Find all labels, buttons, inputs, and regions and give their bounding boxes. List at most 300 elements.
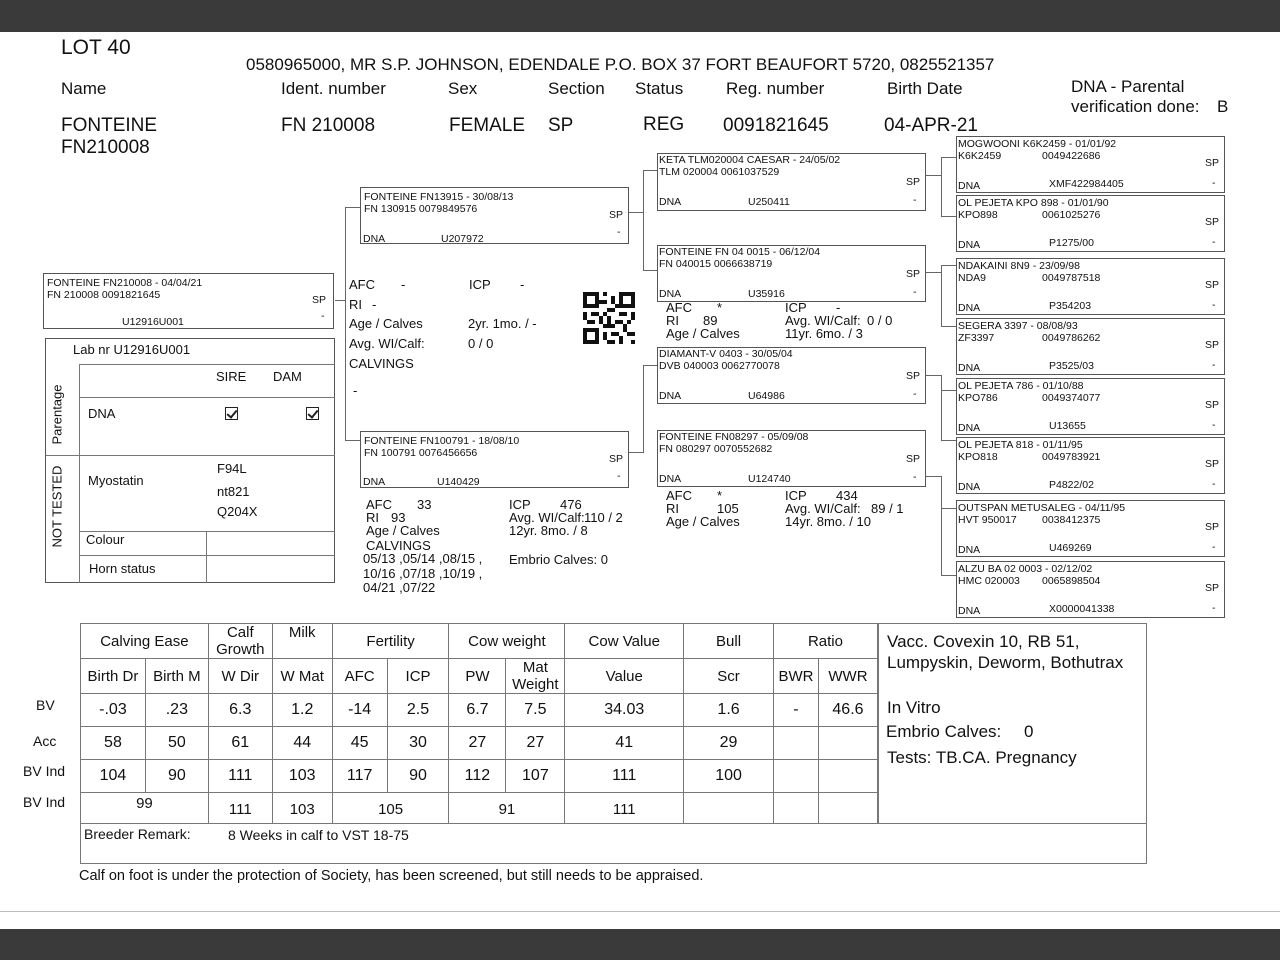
gp-title: FONTEINE FN 04 0015 - 06/12/04 [659,246,821,258]
subheader-cell: BWR [773,659,818,694]
main-calvings-label: CALVINGS [349,356,414,371]
myostatin-value-1: F94L [217,461,247,476]
lab-nr: Lab nr U12916U001 [73,342,191,357]
ggp-sp: SP [1205,216,1220,228]
bvind-cell [818,760,877,793]
main-wi: 0 / 0 [468,336,494,351]
bvind-cell: 112 [449,760,506,793]
acc-cell: 45 [332,727,387,760]
gp-dash: - [913,194,917,206]
connector [643,365,644,453]
dna-label: DNA [88,406,116,421]
bvind-cell: 111 [208,760,272,793]
embrio-label: Embrio Calves: [886,722,1002,741]
dam-afc: 33 [417,497,432,512]
connector [926,375,942,376]
row-label-bv: BV [36,697,55,713]
group-calf-growth [208,624,272,659]
bv-cell: 6.7 [449,694,506,727]
ggp-id: NDA9 [958,272,987,284]
acc-cell: 27 [449,727,506,760]
connector [926,272,942,273]
subheader-cell: Birth Dr [81,659,146,694]
connector [941,265,942,327]
grandparent-card [657,153,926,211]
bvind-cell: 90 [145,760,208,793]
subheader-cell: Birth M [145,659,208,694]
gp2-afc-label: AFC [666,300,692,315]
notes-box [878,623,1147,824]
group-cow-value: Cow Value [565,624,684,659]
subheader-cell: Scr [684,659,774,694]
main-calvings: - [353,383,358,398]
acc-cell: 61 [208,727,272,760]
gp4-age-label: Age / Calves [666,514,740,529]
horn-label: Horn status [89,561,156,576]
sire-dna-label: DNA [363,233,386,245]
bv-cell: 2.5 [387,694,449,727]
connector [941,390,956,391]
dam-check-icon [306,407,319,420]
dam-embrio: Embrio Calves: 0 [509,552,608,567]
sire-id: FN 130915 0079849576 [364,203,478,215]
bv-cell: -.03 [81,694,146,727]
gp-dash: - [913,471,917,483]
ggp-reg: 0049783921 [1042,451,1101,463]
ggp-dash: - [1212,177,1216,189]
header-section: Section [548,79,605,98]
ggp-reg: 0049787518 [1042,272,1101,284]
main-age-label: Age / Calves [349,316,423,331]
great-grandparent-card [956,437,1225,494]
connector [643,365,657,366]
header-ident: Ident. number [281,79,386,98]
sire-title: FONTEINE FN13915 - 30/08/13 [364,191,514,203]
sire-sp: SP [609,209,624,221]
dam-ri-label: RI [366,510,379,525]
gp-dna-value: U64986 [748,390,785,402]
gp4-afc-label: AFC [666,488,692,503]
animal-reg: 0091821645 [723,115,829,136]
ggp-dna-value: P1275/00 [1049,237,1094,249]
connector [941,440,956,441]
ggp-dash: - [1212,541,1216,553]
embrio-value: 0 [1024,722,1034,741]
connector [345,207,360,208]
bvind2-milk: 103 [272,793,332,826]
bvind-cell: 117 [332,760,387,793]
bvind-cell [773,760,818,793]
main-ri-label: RI [349,297,362,312]
dam-age-label: Age / Calves [366,523,440,538]
bvind-cell: 90 [387,760,449,793]
ggp-dash: - [1212,478,1216,490]
ggp-dna-value: P3525/03 [1049,360,1094,372]
gp-dna-label: DNA [659,288,682,300]
connector [629,212,644,213]
bvind-cell: 104 [81,760,146,793]
ggp-dna-value: U13655 [1049,420,1086,432]
bvind2-calf-growth: 111 [208,793,272,826]
ggp-dna-value: P4822/02 [1049,479,1094,491]
ggp-sp: SP [1205,339,1220,351]
ggp-reg: 0065898504 [1042,575,1101,587]
gp-sp: SP [906,453,921,465]
group-milk: Milk [272,624,332,659]
connector [926,476,942,477]
gp4-ri-label: RI [666,501,679,516]
dam-ri: 93 [391,510,406,525]
gp-dash: - [913,286,917,298]
acc-cell: 44 [272,727,332,760]
tests: Tests: TB.CA. Pregnancy [887,748,1077,767]
gp2-age-label: Age / Calves [666,326,740,341]
bv-cell: -14 [332,694,387,727]
vacc-line-2: Lumpyskin, Deworm, Bothutrax [887,653,1124,672]
header-birth: Birth Date [887,79,963,98]
gp-sp: SP [906,176,921,188]
subheader-cell: PW [449,659,506,694]
dam-dna-value: U140429 [437,476,480,488]
bv-cell: 34.03 [565,694,684,727]
ggp-dash: - [1212,236,1216,248]
calf-growth-line-2: Growth [216,641,265,658]
card-lab: U12916U001 [122,316,184,328]
card-id: FN 210008 0091821645 [47,289,161,301]
ggp-id: KPO818 [958,451,998,463]
gp-sp: SP [906,370,921,382]
grandparent-card [657,245,926,302]
dam-afc-label: AFC [366,497,392,512]
qr-code-icon [583,292,635,344]
dam-calvings-1: 05/13 ,05/14 ,08/15 , [363,551,483,566]
row-label-acc: Acc [33,733,57,749]
ggp-reg: 0049786262 [1042,332,1101,344]
mat-weight-line-1: Mat [522,659,548,676]
bv-cell: - [773,694,818,727]
gp-dna-label: DNA [659,390,682,402]
main-icp: - [520,277,525,292]
acc-cell: 30 [387,727,449,760]
dam-dash: - [617,470,621,482]
sire-card [360,187,629,244]
sire-dna-value: U207972 [441,233,484,245]
animal-name: FONTEINE [61,115,158,136]
connector [926,175,942,176]
ggp-title: MOGWOONI K6K2459 - 01/01/92 [958,138,1117,150]
great-grandparent-card [956,136,1225,193]
ggp-dna-value: U469269 [1049,542,1092,554]
gp2-ri-label: RI [666,313,679,328]
group-fertility: Fertility [332,624,449,659]
footer-divider [0,911,1280,912]
connector [941,157,956,158]
bv-cell: 7.5 [506,694,565,727]
bv-cell: 1.2 [272,694,332,727]
dam-title: FONTEINE FN100791 - 18/08/10 [364,435,520,447]
ggp-dna-value: P354203 [1049,300,1092,312]
breeder-remark-label: Breeder Remark: [84,826,191,842]
in-vitro: In Vitro [887,698,941,717]
connector [629,452,644,453]
great-grandparent-card [956,561,1225,618]
dam-calvings-3: 04/21 ,07/22 [363,580,436,595]
gp-title: DIAMANT-V 0403 - 30/05/04 [659,348,793,360]
breeder-remark-value: 8 Weeks in calf to VST 18-75 [228,827,409,843]
gp-title: KETA TLM020004 CAESAR - 24/05/02 [659,154,841,166]
bv-cell: .23 [145,694,208,727]
ggp-dna-label: DNA [958,239,981,251]
ggp-title: OL PEJETA 818 - 01/11/95 [958,439,1083,451]
connector [941,157,942,217]
gp2-afc: * [717,300,723,315]
ggp-id: KPO898 [958,209,998,221]
ggp-sp: SP [1205,399,1220,411]
bv-cell: 46.6 [818,694,877,727]
subheader-cell: ICP [387,659,449,694]
ggp-sp: SP [1205,279,1220,291]
subheader-cell: AFC [332,659,387,694]
not-tested-label: NOT TESTED [49,465,65,548]
gp4-afc: * [717,488,723,503]
header-name: Name [61,79,107,98]
ggp-reg: 0049374077 [1042,392,1101,404]
connector [643,170,644,270]
bvind2-bwr [773,793,818,826]
header-sex: Sex [448,79,478,98]
gp4-icp-label: ICP [785,488,807,503]
myostatin-label: Myostatin [88,473,144,488]
gp2-icp-label: ICP [785,300,807,315]
ggp-dash: - [1212,602,1216,614]
acc-cell: 58 [81,727,146,760]
sire-dash: - [617,226,621,238]
bv-cell: 1.6 [684,694,774,727]
ggp-dna-value: XMF422984405 [1049,178,1124,190]
header-dna-1: DNA - Parental [1071,77,1185,96]
ggp-title: OL PEJETA 786 - 01/10/88 [958,380,1084,392]
lab-box [45,338,335,583]
animal-ident: FN 210008 [281,115,376,136]
dam-dna-label: DNA [363,476,386,488]
ggp-dash: - [1212,299,1216,311]
animal-section: SP [548,115,574,136]
bvind2-bull [684,793,774,826]
great-grandparent-card [956,378,1225,435]
acc-cell [818,727,877,760]
bvind-cell: 100 [684,760,774,793]
group-ratio: Ratio [773,624,877,659]
gp4-age: 14yr. 8mo. / 10 [785,514,871,529]
ggp-title: SEGERA 3397 - 08/08/93 [958,320,1078,332]
ggp-id: ZF3397 [958,332,995,344]
footer-note: Calf on foot is under the protection of Society, has been screened, but still needs to be appraised. [79,868,704,884]
acc-cell: 50 [145,727,208,760]
group-cow-weight: Cow weight [449,624,565,659]
gp2-icp: - [836,300,841,315]
gp-dash: - [913,388,917,400]
connector [941,265,956,266]
top-bar [0,0,1280,32]
main-icp-label: ICP [469,277,491,292]
gp-id: TLM 020004 0061037529 [659,166,780,178]
ggp-title: NDAKAINI 8N9 - 23/09/98 [958,260,1080,272]
gp-title: FONTEINE FN08297 - 05/09/08 [659,431,809,443]
connector [941,375,942,440]
gp-id: DVB 040003 0062770078 [659,360,780,372]
connector [941,508,956,509]
connector [345,440,360,441]
gp2-ri: 89 [703,313,718,328]
gp-dna-label: DNA [659,473,682,485]
subheader-cell: W Dir [208,659,272,694]
acc-cell: 27 [506,727,565,760]
owner-line: 0580965000, MR S.P. JOHNSON, EDENDALE P.O. BOX 37 FORT BEAUFORT 5720, 0825521357 [246,55,995,74]
ggp-dash: - [1212,359,1216,371]
header-reg: Reg. number [726,79,825,98]
dam-wi: 110 / 2 [584,510,623,525]
animal-name-2: FN210008 [61,137,150,158]
gp2-age: 11yr. 6mo. / 3 [785,326,863,341]
bv-table [80,623,878,826]
sire-label: SIRE [216,369,247,384]
parentage-label: Parentage [49,384,65,445]
lot-number: LOT 40 [61,36,131,59]
acc-cell: 41 [565,727,684,760]
gp4-icp: 434 [836,488,858,503]
dam-icp-label: ICP [509,497,531,512]
ggp-dna-label: DNA [958,422,981,434]
connector [941,575,956,576]
bvind2-wwr [818,793,877,826]
group-bull: Bull [684,624,774,659]
grandparent-card [657,347,926,404]
ggp-sp: SP [1205,582,1220,594]
main-afc: - [401,277,406,292]
ggp-id: HMC 020003 [958,575,1020,587]
animal-sex: FEMALE [449,115,526,136]
gp2-wi: 0 / 0 [867,313,893,328]
connector [643,170,657,171]
ggp-dna-label: DNA [958,362,981,374]
animal-status: REG [643,114,685,135]
dam-wi-label: Avg. WI/Calf: [509,510,585,525]
subheader-cell: WWR [818,659,877,694]
ggp-dna-label: DNA [958,302,981,314]
main-afc-label: AFC [349,277,375,292]
dam-card [360,431,629,488]
bvind2-calving-ease: 99 [81,793,209,826]
ggp-title: OUTSPAN METUSALEG - 04/11/95 [958,502,1126,514]
ggp-reg: 0049422686 [1042,150,1101,162]
card-title: FONTEINE FN210008 - 04/04/21 [47,277,203,289]
animal-card [43,273,334,329]
gp-id: FN 040015 0066638719 [659,258,773,270]
dam-sp: SP [609,453,624,465]
subheader-cell: W Mat [272,659,332,694]
main-wi-label: Avg. WI/Calf: [349,336,425,351]
ggp-id: HVT 950017 [958,514,1017,526]
dam-age: 12yr. 8mo. / 8 [509,523,588,538]
connector [941,216,956,217]
ggp-reg: 0061025276 [1042,209,1101,221]
gp4-wi: 89 / 1 [871,501,904,516]
sire-check-icon [225,407,238,420]
great-grandparent-card [956,500,1225,557]
gp-dna-value: U35916 [748,288,785,300]
connector [941,476,942,576]
vacc-line-1: Vacc. Covexin 10, RB 51, [887,632,1080,651]
bvind-cell: 111 [565,760,684,793]
main-age: 2yr. 1mo. / - [468,316,537,331]
great-grandparent-card [956,195,1225,252]
bvind-cell: 107 [506,760,565,793]
ggp-dna-label: DNA [958,544,981,556]
header-dna-2: verification done: [1071,97,1200,116]
ggp-dna-value: X0000041338 [1049,603,1115,615]
header-status: Status [635,79,684,98]
gp-dna-label: DNA [659,196,682,208]
ggp-sp: SP [1205,157,1220,169]
gp2-wi-label: Avg. WI/Calf: [785,313,861,328]
dam-id: FN 100791 0076456656 [364,447,478,459]
subheader-cell [506,659,565,694]
gp-sp: SP [906,268,921,280]
card-dash: - [321,310,325,322]
ggp-id: KPO786 [958,392,998,404]
gp4-wi-label: Avg. WI/Calf: [785,501,861,516]
ggp-dash: - [1212,419,1216,431]
subheader-cell: Value [565,659,684,694]
mat-weight-line-2: Weight [512,676,559,693]
animal-birth: 04-APR-21 [884,115,978,136]
ggp-id: K6K2459 [958,150,1002,162]
ggp-title: OL PEJETA KPO 898 - 01/01/90 [958,197,1109,209]
bv-cell: 6.3 [208,694,272,727]
bottom-bar [0,929,1280,960]
myostatin-value-2: nt821 [217,484,250,499]
connector [345,207,346,440]
ggp-dna-label: DNA [958,180,981,192]
connector [643,270,657,271]
colour-label: Colour [86,532,125,547]
acc-cell [773,727,818,760]
group-calving-ease: Calving Ease [81,624,209,659]
ggp-dna-label: DNA [958,481,981,493]
bvind2-cow-value: 111 [565,793,684,826]
gp-id: FN 080297 0070552682 [659,443,773,455]
connector [941,326,956,327]
main-ri: - [372,297,377,312]
great-grandparent-card [956,318,1225,375]
gp-dna-value: U250411 [748,196,790,208]
gp4-ri: 105 [717,501,739,516]
ggp-title: ALZU BA 02 0003 - 02/12/02 [958,563,1093,575]
myostatin-value-3: Q204X [217,504,258,519]
bvind2-fertility: 105 [332,793,449,826]
dam-calvings-label: CALVINGS [366,538,431,553]
row-label-bvind: BV Ind [23,763,66,779]
header-dna-value: B [1217,97,1229,116]
acc-cell: 29 [684,727,774,760]
ggp-reg: 0038412375 [1042,514,1101,526]
dam-calvings-2: 10/16 ,07/18 ,10/19 , [363,566,483,581]
grandparent-card [657,430,926,487]
breeder-remark-box [80,823,1147,864]
ggp-sp: SP [1205,521,1220,533]
dam-icp: 476 [560,497,582,512]
card-sp: SP [312,294,327,306]
